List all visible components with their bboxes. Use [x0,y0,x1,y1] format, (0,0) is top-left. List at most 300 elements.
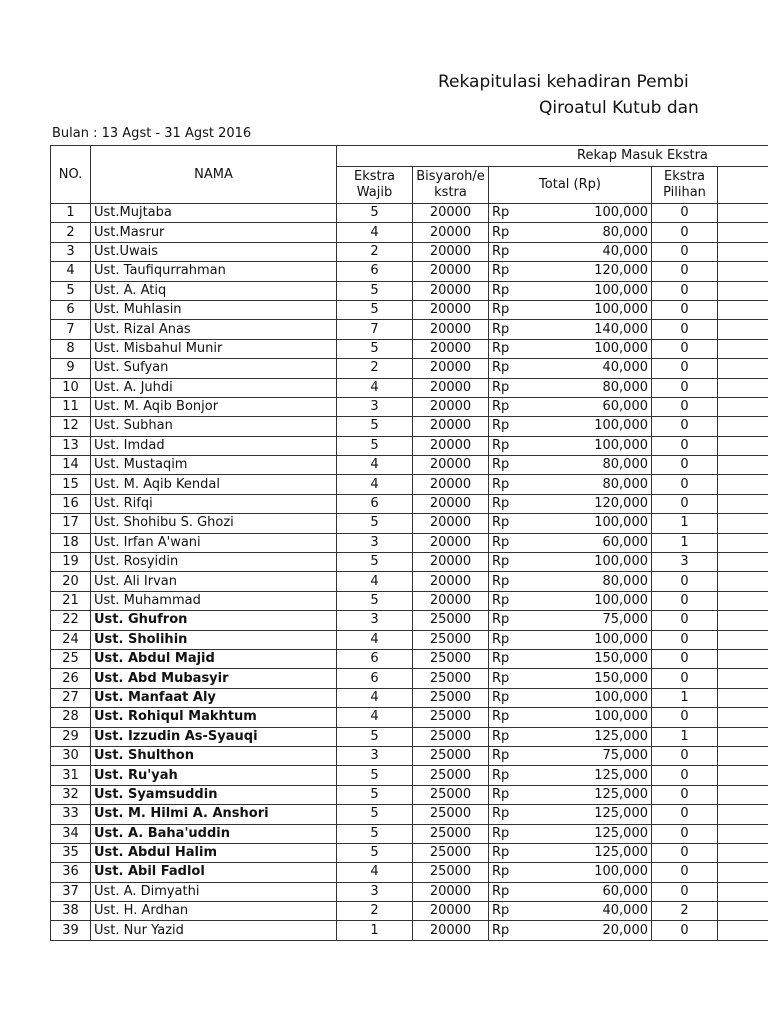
cell-no: 2 [51,223,91,242]
header-nama: NAMA [91,146,337,204]
cell-nama: Ust. Abdul Majid [91,649,337,668]
cell-bisyaroh: 20000 [413,242,489,261]
cell-total: 100,000 [539,436,652,455]
cell-nama: Ust. Muhlasin [91,300,337,319]
cell-ekstra-pilihan: 0 [652,417,718,436]
header-total: Total (Rp) [489,167,652,204]
table-row [51,456,768,475]
table-row [51,378,768,397]
cell-no: 39 [51,921,91,940]
cell-nama: Ust.Masrur [91,223,337,242]
cell-overflow [718,843,768,862]
cell-bisyaroh: 20000 [413,397,489,416]
cell-overflow [718,902,768,921]
table-row [51,436,768,455]
cell-bisyaroh: 25000 [413,785,489,804]
header-ekstra-pilihan [652,167,718,204]
cell-ekstra-pilihan: 0 [652,456,718,475]
cell-ekstra-wajib: 6 [337,262,413,281]
cell-rp: Rp [489,572,539,591]
cell-total: 125,000 [539,824,652,843]
cell-no: 27 [51,688,91,707]
table-row [51,630,768,649]
header-ekstra-wajib [337,167,413,204]
cell-overflow [718,494,768,513]
cell-total: 80,000 [539,223,652,242]
cell-ekstra-pilihan: 0 [652,805,718,824]
cell-overflow [718,669,768,688]
cell-ekstra-wajib: 5 [337,766,413,785]
cell-total: 125,000 [539,785,652,804]
cell-rp: Rp [489,320,539,339]
cell-rp: Rp [489,630,539,649]
cell-ekstra-wajib: 2 [337,242,413,261]
cell-rp: Rp [489,475,539,494]
cell-rp: Rp [489,921,539,940]
cell-nama: Ust. Rifqi [91,494,337,513]
cell-overflow [718,746,768,765]
cell-total: 100,000 [539,553,652,572]
table-row [51,397,768,416]
table-row [51,339,768,358]
cell-bisyaroh: 20000 [413,591,489,610]
cell-overflow [718,785,768,804]
cell-bisyaroh: 20000 [413,514,489,533]
cell-bisyaroh: 20000 [413,494,489,513]
cell-nama: Ust. Irfan A'wani [91,533,337,552]
cell-ekstra-pilihan: 0 [652,921,718,940]
header-ekstra-pilihan-line1: Ekstra [664,169,705,184]
cell-nama: Ust. Rosyidin [91,553,337,572]
cell-ekstra-wajib: 6 [337,649,413,668]
cell-ekstra-wajib: 3 [337,611,413,630]
table-row [51,417,768,436]
cell-bisyaroh: 20000 [413,223,489,242]
cell-rp: Rp [489,456,539,475]
cell-total: 40,000 [539,359,652,378]
cell-ekstra-pilihan: 0 [652,785,718,804]
cell-nama: Ust. Misbahul Munir [91,339,337,358]
cell-bisyaroh: 25000 [413,843,489,862]
cell-rp: Rp [489,669,539,688]
cell-overflow [718,514,768,533]
cell-ekstra-pilihan: 0 [652,843,718,862]
cell-rp: Rp [489,533,539,552]
cell-ekstra-pilihan: 0 [652,746,718,765]
cell-nama: Ust.Uwais [91,242,337,261]
cell-nama: Ust. M. Hilmi A. Anshori [91,805,337,824]
cell-ekstra-wajib: 3 [337,882,413,901]
cell-no: 38 [51,902,91,921]
cell-no: 1 [51,204,91,223]
cell-ekstra-pilihan: 1 [652,514,718,533]
cell-ekstra-wajib: 7 [337,320,413,339]
cell-overflow [718,572,768,591]
table-row [51,591,768,610]
cell-total: 100,000 [539,281,652,300]
cell-rp: Rp [489,727,539,746]
report-period: Bulan : 13 Agst - 31 Agst 2016 [52,126,252,141]
cell-ekstra-pilihan: 0 [652,572,718,591]
cell-rp: Rp [489,397,539,416]
cell-ekstra-wajib: 5 [337,727,413,746]
cell-rp: Rp [489,746,539,765]
cell-rp: Rp [489,805,539,824]
cell-ekstra-pilihan: 0 [652,436,718,455]
cell-nama: Ust. Shohibu S. Ghozi [91,514,337,533]
cell-nama: Ust. Taufiqurrahman [91,262,337,281]
cell-total: 125,000 [539,727,652,746]
cell-nama: Ust. Abil Fadlol [91,863,337,882]
cell-bisyaroh: 20000 [413,456,489,475]
cell-rp: Rp [489,204,539,223]
cell-nama: Ust. Imdad [91,436,337,455]
cell-ekstra-wajib: 4 [337,223,413,242]
cell-ekstra-wajib: 5 [337,417,413,436]
cell-nama: Ust. Sholihin [91,630,337,649]
cell-no: 3 [51,242,91,261]
cell-nama: Ust. Sufyan [91,359,337,378]
cell-overflow [718,708,768,727]
header-ekstra-wajib-line2: Wajib [356,185,393,200]
cell-ekstra-pilihan: 2 [652,902,718,921]
cell-no: 36 [51,863,91,882]
attendance-table-container [50,145,768,945]
cell-no: 16 [51,494,91,513]
report-title-line2-text: Qiroatul Kutub dan [539,98,699,118]
table-row [51,766,768,785]
cell-nama: Ust. A. Juhdi [91,378,337,397]
cell-nama: Ust. Rizal Anas [91,320,337,339]
table-row [51,262,768,281]
cell-ekstra-pilihan: 0 [652,397,718,416]
cell-no: 8 [51,339,91,358]
cell-ekstra-pilihan: 1 [652,727,718,746]
table-row [51,882,768,901]
cell-bisyaroh: 20000 [413,533,489,552]
cell-ekstra-pilihan: 0 [652,494,718,513]
cell-no: 37 [51,882,91,901]
cell-ekstra-wajib: 4 [337,378,413,397]
cell-overflow [718,397,768,416]
header-bisyaroh-line2: kstra [434,185,467,200]
cell-nama: Ust. Abd Mubasyir [91,669,337,688]
cell-overflow [718,204,768,223]
cell-rp: Rp [489,863,539,882]
cell-no: 26 [51,669,91,688]
cell-ekstra-wajib: 5 [337,300,413,319]
cell-bisyaroh: 25000 [413,824,489,843]
cell-bisyaroh: 20000 [413,300,489,319]
cell-no: 7 [51,320,91,339]
cell-no: 13 [51,436,91,455]
cell-no: 35 [51,843,91,862]
cell-overflow [718,223,768,242]
cell-total: 100,000 [539,708,652,727]
cell-ekstra-wajib: 4 [337,630,413,649]
report-title-line2 [0,98,768,128]
cell-total: 20,000 [539,921,652,940]
cell-no: 10 [51,378,91,397]
table-row [51,649,768,668]
cell-overflow [718,921,768,940]
cell-no: 11 [51,397,91,416]
cell-ekstra-wajib: 4 [337,688,413,707]
cell-ekstra-wajib: 3 [337,746,413,765]
cell-no: 24 [51,630,91,649]
header-group-rekap: Rekap Masuk Ekstra [337,146,768,167]
cell-ekstra-wajib: 4 [337,863,413,882]
cell-ekstra-pilihan: 0 [652,669,718,688]
cell-ekstra-wajib: 1 [337,921,413,940]
cell-total: 80,000 [539,456,652,475]
cell-total: 140,000 [539,320,652,339]
table-row [51,921,768,940]
cell-bisyaroh: 25000 [413,611,489,630]
cell-total: 120,000 [539,494,652,513]
cell-rp: Rp [489,591,539,610]
table-row [51,805,768,824]
cell-ekstra-wajib: 4 [337,456,413,475]
cell-ekstra-wajib: 4 [337,475,413,494]
cell-ekstra-wajib: 5 [337,339,413,358]
cell-ekstra-wajib: 2 [337,902,413,921]
cell-total: 100,000 [539,630,652,649]
table-row [51,320,768,339]
cell-overflow [718,591,768,610]
table-row [51,708,768,727]
cell-no: 31 [51,766,91,785]
cell-bisyaroh: 20000 [413,378,489,397]
cell-bisyaroh: 20000 [413,475,489,494]
table-row [51,223,768,242]
cell-ekstra-wajib: 4 [337,708,413,727]
cell-bisyaroh: 20000 [413,417,489,436]
cell-total: 80,000 [539,378,652,397]
cell-no: 22 [51,611,91,630]
cell-overflow [718,766,768,785]
cell-total: 60,000 [539,882,652,901]
cell-no: 17 [51,514,91,533]
cell-nama: Ust. Ghufron [91,611,337,630]
cell-rp: Rp [489,417,539,436]
cell-rp: Rp [489,281,539,300]
cell-rp: Rp [489,785,539,804]
cell-overflow [718,320,768,339]
cell-nama: Ust. Abdul Halim [91,843,337,862]
cell-overflow [718,688,768,707]
cell-bisyaroh: 25000 [413,863,489,882]
cell-ekstra-pilihan: 0 [652,766,718,785]
cell-no: 18 [51,533,91,552]
cell-nama: Ust. Rohiqul Makhtum [91,708,337,727]
cell-ekstra-pilihan: 0 [652,824,718,843]
cell-overflow [718,281,768,300]
cell-overflow [718,436,768,455]
cell-ekstra-pilihan: 1 [652,688,718,707]
cell-overflow [718,863,768,882]
cell-ekstra-pilihan: 0 [652,359,718,378]
cell-rp: Rp [489,553,539,572]
cell-overflow [718,611,768,630]
cell-rp: Rp [489,882,539,901]
header-no: NO. [51,146,91,204]
cell-ekstra-wajib: 5 [337,204,413,223]
cell-ekstra-pilihan: 1 [652,533,718,552]
cell-no: 14 [51,456,91,475]
cell-rp: Rp [489,843,539,862]
table-row [51,359,768,378]
table-row [51,727,768,746]
cell-no: 34 [51,824,91,843]
cell-ekstra-wajib: 5 [337,514,413,533]
cell-nama: Ust. A. Dimyathi [91,882,337,901]
attendance-table [50,145,768,941]
cell-overflow [718,359,768,378]
cell-rp: Rp [489,688,539,707]
cell-rp: Rp [489,300,539,319]
cell-nama: Ust. H. Ardhan [91,902,337,921]
cell-bisyaroh: 20000 [413,262,489,281]
cell-total: 100,000 [539,204,652,223]
cell-bisyaroh: 25000 [413,649,489,668]
table-row [51,669,768,688]
cell-ekstra-pilihan: 0 [652,882,718,901]
cell-ekstra-wajib: 3 [337,533,413,552]
cell-bisyaroh: 25000 [413,766,489,785]
cell-nama: Ust. Subhan [91,417,337,436]
cell-rp: Rp [489,494,539,513]
cell-rp: Rp [489,339,539,358]
cell-ekstra-pilihan: 3 [652,553,718,572]
cell-ekstra-pilihan: 0 [652,223,718,242]
cell-bisyaroh: 20000 [413,204,489,223]
cell-rp: Rp [489,902,539,921]
cell-ekstra-pilihan: 0 [652,320,718,339]
cell-ekstra-wajib: 5 [337,553,413,572]
table-row [51,863,768,882]
cell-overflow [718,630,768,649]
header-overflow [718,167,768,204]
table-row [51,902,768,921]
cell-ekstra-wajib: 5 [337,591,413,610]
cell-ekstra-pilihan: 0 [652,611,718,630]
cell-nama: Ust. Ru'yah [91,766,337,785]
cell-ekstra-wajib: 5 [337,805,413,824]
cell-bisyaroh: 20000 [413,320,489,339]
cell-ekstra-wajib: 5 [337,436,413,455]
cell-ekstra-pilihan: 0 [652,591,718,610]
cell-ekstra-pilihan: 0 [652,300,718,319]
cell-bisyaroh: 25000 [413,708,489,727]
cell-overflow [718,727,768,746]
cell-bisyaroh: 25000 [413,805,489,824]
cell-total: 100,000 [539,514,652,533]
cell-rp: Rp [489,378,539,397]
cell-ekstra-wajib: 4 [337,572,413,591]
cell-bisyaroh: 20000 [413,359,489,378]
cell-no: 21 [51,591,91,610]
table-row [51,824,768,843]
cell-bisyaroh: 25000 [413,746,489,765]
cell-overflow [718,553,768,572]
table-body [51,204,768,941]
cell-bisyaroh: 25000 [413,727,489,746]
cell-nama: Ust. A. Atiq [91,281,337,300]
cell-rp: Rp [489,611,539,630]
cell-no: 19 [51,553,91,572]
cell-overflow [718,805,768,824]
cell-bisyaroh: 20000 [413,921,489,940]
cell-total: 150,000 [539,669,652,688]
cell-bisyaroh: 20000 [413,882,489,901]
table-row [51,281,768,300]
table-row [51,553,768,572]
cell-total: 125,000 [539,843,652,862]
cell-nama: Ust. Izzudin As-Syauqi [91,727,337,746]
cell-overflow [718,824,768,843]
cell-overflow [718,882,768,901]
cell-ekstra-wajib: 5 [337,281,413,300]
cell-total: 75,000 [539,611,652,630]
cell-no: 30 [51,746,91,765]
cell-ekstra-pilihan: 0 [652,378,718,397]
cell-ekstra-pilihan: 0 [652,863,718,882]
cell-rp: Rp [489,649,539,668]
cell-bisyaroh: 20000 [413,436,489,455]
cell-overflow [718,262,768,281]
cell-total: 60,000 [539,397,652,416]
cell-total: 125,000 [539,766,652,785]
table-row [51,572,768,591]
cell-rp: Rp [489,708,539,727]
cell-total: 100,000 [539,688,652,707]
table-header [51,146,768,204]
cell-total: 150,000 [539,649,652,668]
table-row [51,494,768,513]
table-row [51,204,768,223]
cell-overflow [718,242,768,261]
cell-ekstra-wajib: 2 [337,359,413,378]
cell-total: 80,000 [539,572,652,591]
cell-nama: Ust. M. Aqib Bonjor [91,397,337,416]
cell-total: 80,000 [539,475,652,494]
report-title-line1-text: Rekapitulasi kehadiran Pembi [438,72,689,92]
cell-bisyaroh: 20000 [413,553,489,572]
table-row [51,688,768,707]
cell-ekstra-pilihan: 0 [652,630,718,649]
cell-ekstra-wajib: 5 [337,785,413,804]
cell-overflow [718,475,768,494]
cell-overflow [718,378,768,397]
cell-bisyaroh: 20000 [413,902,489,921]
cell-no: 5 [51,281,91,300]
cell-rp: Rp [489,262,539,281]
cell-total: 100,000 [539,417,652,436]
cell-no: 6 [51,300,91,319]
cell-no: 15 [51,475,91,494]
cell-no: 29 [51,727,91,746]
cell-nama: Ust. Mustaqim [91,456,337,475]
table-row [51,242,768,261]
cell-ekstra-pilihan: 0 [652,649,718,668]
cell-rp: Rp [489,242,539,261]
cell-total: 125,000 [539,805,652,824]
cell-no: 28 [51,708,91,727]
cell-no: 4 [51,262,91,281]
cell-nama: Ust. Nur Yazid [91,921,337,940]
cell-ekstra-pilihan: 0 [652,242,718,261]
